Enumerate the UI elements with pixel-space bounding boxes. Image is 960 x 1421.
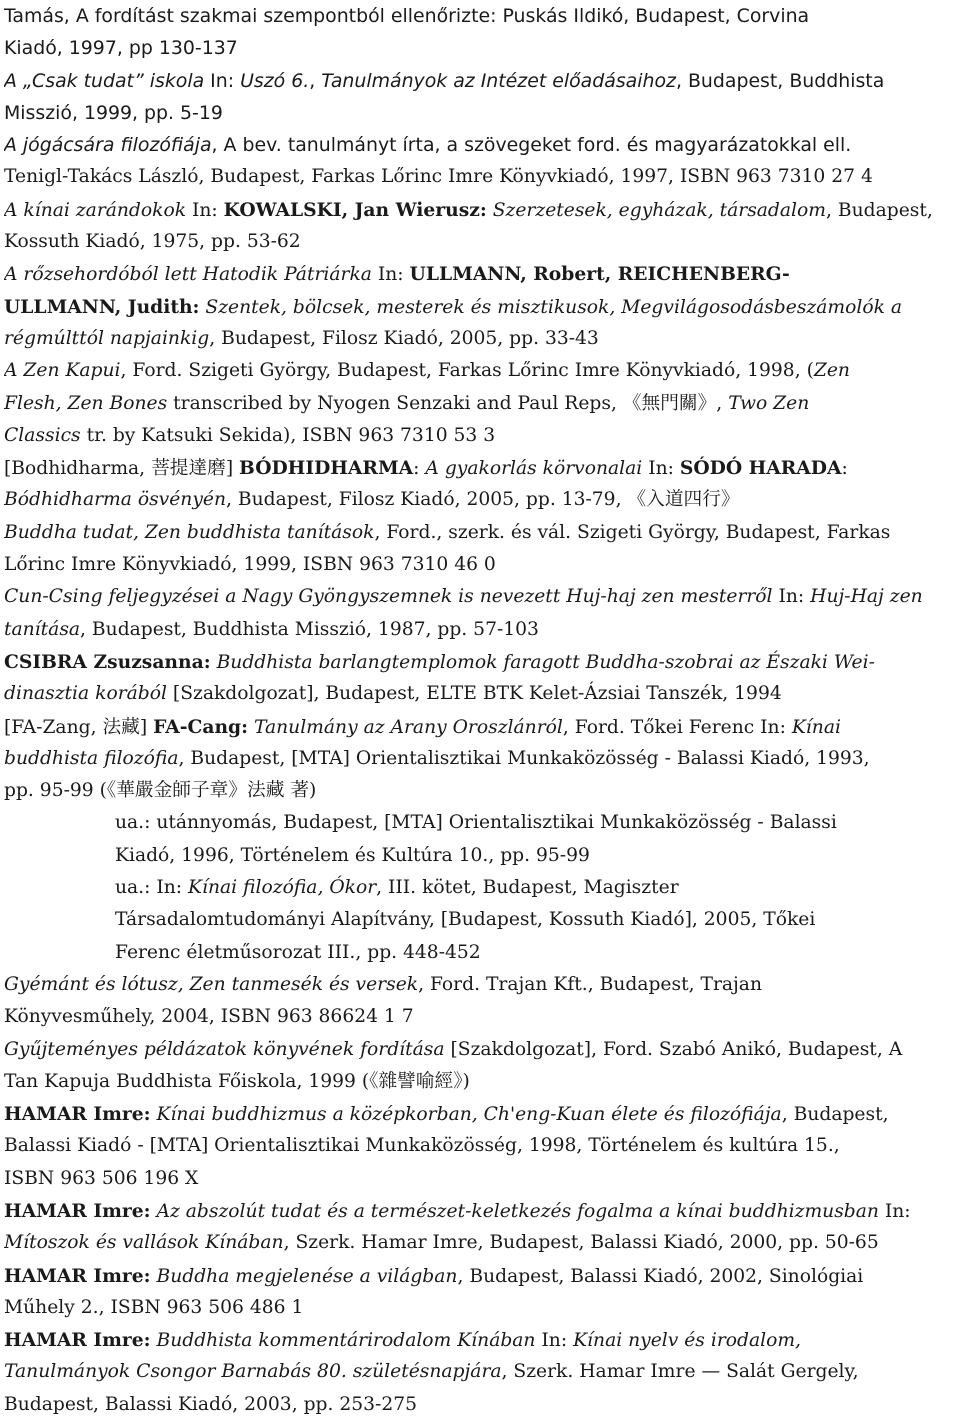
text-run: : (841, 458, 848, 480)
text-line (4, 646, 954, 678)
text-run: Könyvesműhely, 2004, ISBN 963 86624 1 7 (4, 1006, 414, 1028)
title-text: A jógácsára filozófiája (4, 134, 212, 157)
author-name: FA-Cang: (153, 715, 249, 738)
text-run: [Szakdolgozat], Ford. Szabó Anikó, Budapest, A (444, 1038, 903, 1060)
author-name: KOWALSKI, Jan Wierusz: (223, 198, 487, 221)
text-line (4, 711, 954, 743)
text-run: In: (535, 1330, 574, 1352)
text-line (4, 1066, 954, 1098)
title-text: A „Csak tudat” iskola (4, 69, 205, 92)
title-text: Buddha megjelenése a világban (156, 1265, 458, 1287)
title-text: Huj-Haj zen (810, 586, 923, 608)
text-run: [Bodhidharma, 菩提達磨] (4, 458, 240, 480)
title-text: régmúlttól napjainkig (4, 327, 210, 349)
text-run: In: (204, 69, 241, 92)
text-run: Műhely 2., ISBN 963 506 486 1 (4, 1296, 304, 1318)
title-text: A Zen Kapui (4, 360, 121, 382)
title-text: Kínai filozófia, Ókor (188, 877, 377, 899)
text-run: In: (186, 199, 224, 221)
text-line (4, 678, 954, 710)
title-text: Classics (4, 424, 81, 446)
text-run: Balassi Kiadó - [MTA] Orientalisztikai Munkaközösség, 1998, Történelem és kultúra 15., (4, 1135, 840, 1157)
author-name: ULLMANN, Judith: (4, 295, 200, 318)
text-line (4, 1034, 954, 1066)
text-line (4, 1130, 954, 1162)
author-name: CSIBRA Zsuzsanna: (4, 650, 211, 673)
text-run: , Szerk. Hamar Imre, Budapest, Balassi Kiadó, 2000, pp. 50-65 (283, 1232, 879, 1254)
text-line (4, 258, 954, 290)
text-run: Kiadó, 1997, pp 130-137 (4, 37, 238, 60)
text-line (4, 743, 954, 775)
text-run: , Budapest, [MTA] Orientalisztikai Munkaközösség - Balassi Kiadó, 1993, (178, 747, 870, 769)
text-run: , Budapest, Filosz Kiadó, 2005, pp. 33-43 (209, 327, 599, 349)
text-run: , Budapest, (826, 199, 933, 221)
title-text: Kínai nyelv és irodalom, (573, 1330, 801, 1352)
text-run: Tamás, A fordítást szakmai szempontból ellenőrizte: Puskás Ildikó, Budapest, Corvina (4, 5, 810, 27)
title-text: Tanulmány az Arany Oroszlánról (253, 716, 563, 738)
text-line (4, 226, 954, 258)
text-run: Kiadó, 1996, Történelem és Kultúra 10., pp. 95-99 (115, 844, 590, 866)
text-line (4, 840, 954, 872)
text-run: transcribed by Nyogen Senzaki and Paul Reps, 《無門關》, (167, 392, 729, 414)
text-run: Társadalomtudományi Alapítvány, [Budapest, Kossuth Kiadó], 2005, Tőkei (115, 909, 816, 931)
text-line (4, 1292, 954, 1324)
title-text: A rőzsehordóból lett Hatodik Pátriárka (4, 264, 372, 286)
text-line (4, 904, 954, 936)
text-line (4, 1227, 954, 1259)
text-line (4, 969, 954, 1001)
text-line (4, 420, 954, 452)
text-run: , Budapest, Buddhista (675, 69, 885, 92)
text-line (4, 1195, 954, 1227)
title-text: Two Zen (728, 392, 810, 414)
text-run: Budapest, Balassi Kiadó, 2003, pp. 253-275 (4, 1393, 418, 1415)
text-run: , Ford. Tőkei Ferenc In: (562, 716, 792, 738)
text-run: , Ford. Trajan Kft., Budapest, Trajan (418, 973, 762, 995)
title-text: Szentek, bölcsek, mesterek és misztikusok, Megvilágosodásbeszámolók a (205, 296, 902, 318)
author-name: ULLMANN, Robert, REICHENBERG- (409, 263, 790, 286)
text-run: ISBN 963 506 196 X (4, 1167, 199, 1189)
text-line (4, 388, 954, 420)
text-line (4, 452, 954, 484)
text-line (4, 0, 954, 32)
text-run: : (413, 458, 426, 480)
text-line (4, 517, 954, 549)
title-text: Buddha tudat, Zen buddhista tanítások (4, 521, 375, 543)
text-run: In: (772, 586, 811, 608)
text-line (4, 161, 954, 193)
title-text: Buddhista kommentárirodalom Kínában (156, 1330, 536, 1352)
text-run: ua.: In: (115, 877, 189, 899)
text-run: , Ford., szerk. és vál. Szigeti György, Budapest, Farkas (374, 521, 891, 543)
text-run: , Budapest, Filosz Kiadó, 2005, pp. 13-79, 《入道四行》 (225, 489, 740, 511)
text-run: In: (371, 264, 410, 286)
title-text: dinasztia korából (4, 683, 167, 705)
text-line (4, 549, 954, 581)
text-run: Ferenc életműsorozat III., pp. 448-452 (115, 941, 481, 963)
text-run: [Szakdolgozat], Budapest, ELTE BTK Kelet-Ázsiai Tanszék, 1994 (166, 683, 782, 705)
text-line (4, 1098, 954, 1130)
text-run: Tenigl-Takács László, Budapest, Farkas Lőrinc Imre Könyvkiadó, 1997, ISBN 963 7310 27 4 (4, 166, 873, 188)
text-run: , Szerk. Hamar Imre — Salát Gergely, (501, 1361, 859, 1383)
author-name: HAMAR Imre: (4, 1103, 151, 1126)
text-line (4, 291, 954, 323)
author-name: HAMAR Imre: (4, 1199, 151, 1222)
title-text: buddhista filozófia (4, 747, 179, 769)
text-line (4, 355, 954, 387)
text-line (4, 194, 954, 226)
text-line (4, 97, 954, 129)
text-line (4, 129, 954, 161)
text-run: , Budapest, Balassi Kiadó, 2002, Sinológiai (457, 1265, 864, 1287)
title-text: Flesh, Zen Bones (4, 392, 168, 414)
text-line (4, 1001, 954, 1033)
title-text: Cun-Csing feljegyzései a Nagy Gyöngyszemnek is nevezett Huj-haj zen mesterről (4, 586, 773, 608)
title-text: Uszó 6. (240, 69, 310, 92)
text-run: Kossuth Kiadó, 1975, pp. 53-62 (4, 231, 301, 253)
text-line (4, 937, 954, 969)
text-line (4, 65, 954, 97)
text-run: , A bev. tanulmányt írta, a szövegeket ford. és magyarázatokkal ell. (211, 134, 852, 157)
text-line (4, 32, 954, 64)
title-text: Szerzetesek, egyházak, társadalom (492, 199, 826, 221)
title-text: Kínai (791, 716, 841, 738)
title-text: Bódhidharma ösvényén (4, 489, 226, 511)
text-run: , III. kötet, Budapest, Magiszter (376, 877, 679, 899)
text-line (4, 581, 954, 613)
text-line (4, 1260, 954, 1292)
text-line (4, 872, 954, 904)
text-run: tr. by Katsuki Sekida), ISBN 963 7310 53 3 (80, 424, 496, 446)
text-run: , Budapest, Buddhista Misszió, 1987, pp. 57-103 (80, 618, 539, 640)
text-run: Misszió, 1999, pp. 5-19 (4, 101, 223, 124)
text-run: , Budapest, (781, 1104, 889, 1126)
text-line (4, 1356, 954, 1388)
title-text: Gyémánt és lótusz, Zen tanmesék és versek (4, 973, 419, 995)
text-line (4, 323, 954, 355)
author-name: SÓDÓ HARADA (679, 457, 842, 480)
text-run: In: (642, 458, 680, 480)
text-line (4, 1389, 954, 1421)
text-run: , (309, 69, 322, 92)
text-run: Tan Kapuja Buddhista Főiskola, 1999 (《雜譬喻經》) (4, 1070, 470, 1092)
title-text: Kínai buddhizmus a középkorban, Ch'eng-Kuan élete és filozófiája (156, 1104, 782, 1126)
title-text: Mítoszok és vallások Kínában (4, 1232, 284, 1254)
title-text: tanítása (4, 618, 81, 640)
text-line (4, 1163, 954, 1195)
text-run: Lőrinc Imre Könyvkiadó, 1999, ISBN 963 7310 46 0 (4, 554, 496, 576)
text-line (4, 807, 954, 839)
text-line (4, 484, 954, 516)
text-run: [FA-Zang, 法藏] (4, 716, 154, 738)
author-name: HAMAR Imre: (4, 1264, 151, 1287)
text-line (4, 1324, 954, 1356)
author-name: BÓDHIDHARMA (239, 457, 414, 480)
title-text: Buddhista barlangtemplomok faragott Buddha-szobrai az Északi Wei- (216, 651, 875, 673)
text-run: ua.: utánnyomás, Budapest, [MTA] Orientalisztikai Munkaközösség - Balassi (115, 812, 837, 834)
title-text: A kínai zarándokok (4, 199, 187, 221)
title-text: Az abszolút tudat és a természet-keletkezés fogalma a kínai buddhizmusban (156, 1200, 879, 1222)
text-line (4, 614, 954, 646)
title-text: Gyűjteményes példázatok könyvének fordítása (4, 1038, 445, 1060)
author-name: HAMAR Imre: (4, 1329, 151, 1352)
title-text: Zen (813, 360, 850, 382)
title-text: A gyakorlás körvonalai (425, 458, 643, 480)
text-run: , Ford. Szigeti György, Budapest, Farkas Lőrinc Imre Könyvkiadó, 1998, ( (120, 360, 814, 382)
title-text: Tanulmányok Csongor Barnabás 80. születésnapjára (4, 1361, 502, 1383)
title-text: Tanulmányok az Intézet előadásaihoz (321, 69, 676, 92)
text-line (4, 775, 954, 807)
text-run: In: (878, 1200, 911, 1222)
text-run: pp. 95-99 (《華嚴金師子章》法藏 著) (4, 780, 317, 802)
